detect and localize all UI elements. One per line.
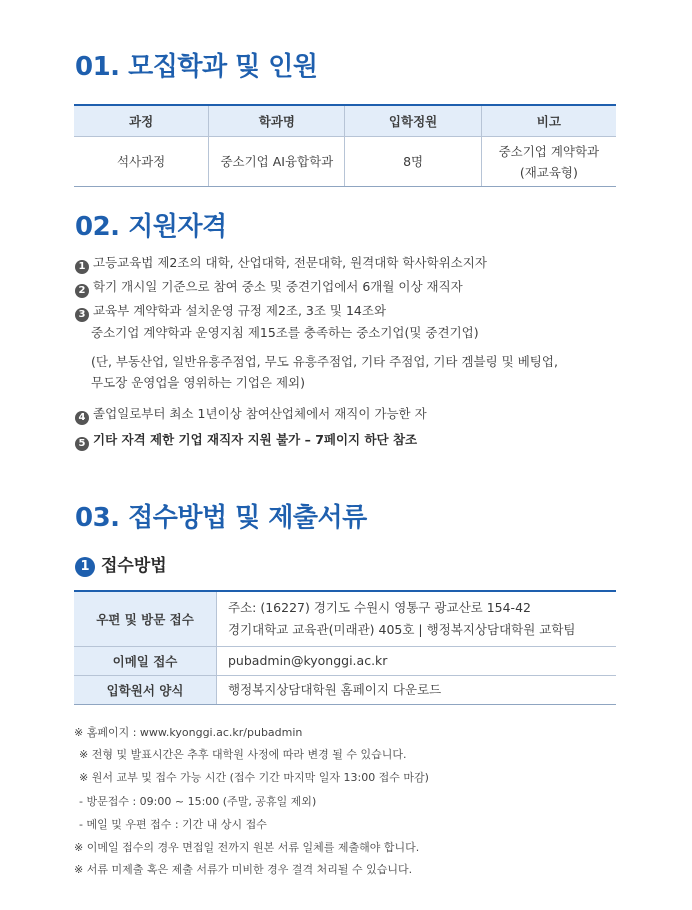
row-label: 입학원서 양식: [74, 676, 217, 705]
table-header-row: [74, 105, 616, 137]
table-row: [74, 137, 616, 187]
note-line: - 메일 및 우편 접수 : 기간 내 상시 접수: [79, 818, 267, 831]
note-line: ※ 이메일 접수의 경우 면접일 전까지 원본 서류 일체를 제출해야 합니다.: [74, 841, 420, 854]
submission-method-table: [74, 590, 616, 705]
note-line: ※ 원서 교부 및 접수 가능 시간 (접수 기간 마지막 일자 13:00 접수 마감): [79, 771, 429, 784]
number-badge: 3: [75, 308, 89, 322]
list-item: [75, 430, 417, 451]
row-label: 이메일 접수: [74, 647, 217, 676]
row-value: [217, 591, 617, 647]
cell-quota: 8명: [345, 137, 481, 187]
number-badge: 4: [75, 411, 89, 425]
subsection-number-badge: 1: [75, 557, 95, 577]
table-row: [74, 676, 616, 705]
list-item: [75, 404, 427, 425]
item3-line3: (단, 부동산업, 일반유흥주점업, 무도 유흥주점업, 기타 주점업, 기타 겜블링 및 베팅업,: [91, 354, 558, 369]
admission-quota-table: [74, 104, 616, 187]
header-department: 학과명: [209, 105, 345, 137]
subsection-title: 접수방법: [101, 556, 167, 576]
section3-title: 03. 접수방법 및 제출서류: [75, 503, 367, 533]
item3-line4: 무도장 운영업을 영위하는 기업은 제외): [91, 375, 305, 390]
note-line: ※ 서류 미제출 혹은 제출 서류가 미비한 경우 결격 처리될 수 있습니다.: [74, 863, 413, 876]
note-line: ※ 전형 및 발표시간은 추후 대학원 사정에 따라 변경 될 수 있습니다.: [79, 748, 407, 761]
row-label: 우편 및 방문 접수: [74, 591, 217, 647]
section1-title: 01. 모집학과 및 인원: [75, 52, 318, 82]
list-item: [75, 277, 463, 298]
note-line: - 방문접수 : 09:00 ~ 15:00 (주말, 공휴일 제외): [79, 795, 317, 808]
item-text: 고등교육법 제2조의 대학, 산업대학, 전문대학, 원격대학 학사학위소지자: [93, 255, 487, 270]
item3-line2: 중소기업 계약학과 운영지침 제15조를 충족하는 중소기업(및 중견기업): [91, 325, 479, 340]
header-quota: 입학정원: [345, 105, 481, 137]
table-row: [74, 591, 616, 647]
header-course: 과정: [74, 105, 209, 137]
item-text: 기타 자격 제한 기업 재직자 지원 불가 – 7페이지 하단 참조: [93, 432, 418, 447]
address-line2: 경기대학교 교육관(미래관) 405호 | 행정복지상담대학원 교학팀: [228, 622, 576, 637]
cell-remarks: [481, 137, 616, 187]
remarks-line1: 중소기업 계약학과: [498, 143, 600, 159]
list-item: [75, 253, 487, 274]
number-badge: 5: [75, 437, 89, 451]
header-remarks: 비고: [481, 105, 616, 137]
table-row: [74, 647, 616, 676]
item-text: 학기 개시일 기준으로 참여 중소 및 중견기업에서 6개월 이상 재직자: [93, 279, 463, 294]
cell-department: 중소기업 AI융합학과: [209, 137, 345, 187]
number-badge: 1: [75, 260, 89, 274]
section2-title: 02. 지원자격: [75, 212, 227, 242]
email-address: pubadmin@kyonggi.ac.kr: [217, 647, 617, 676]
item-text: 졸업일로부터 최소 1년이상 참여산업체에서 재직이 가능한 자: [93, 406, 427, 421]
cell-course: 석사과정: [74, 137, 209, 187]
note-line: ※ 홈페이지 : www.kyonggi.ac.kr/pubadmin: [74, 726, 303, 739]
row-value: 행정복지상담대학원 홈페이지 다운로드: [217, 676, 617, 705]
list-item: [75, 301, 386, 322]
address-line1: 주소: (16227) 경기도 수원시 영통구 광교산로 154-42: [228, 600, 531, 615]
item-text: 교육부 계약학과 설치운영 규정 제2조, 3조 및 14조와: [93, 303, 387, 318]
number-badge: 2: [75, 284, 89, 298]
remarks-line2: (재교육형): [519, 164, 578, 180]
subsection-heading: [75, 551, 167, 577]
